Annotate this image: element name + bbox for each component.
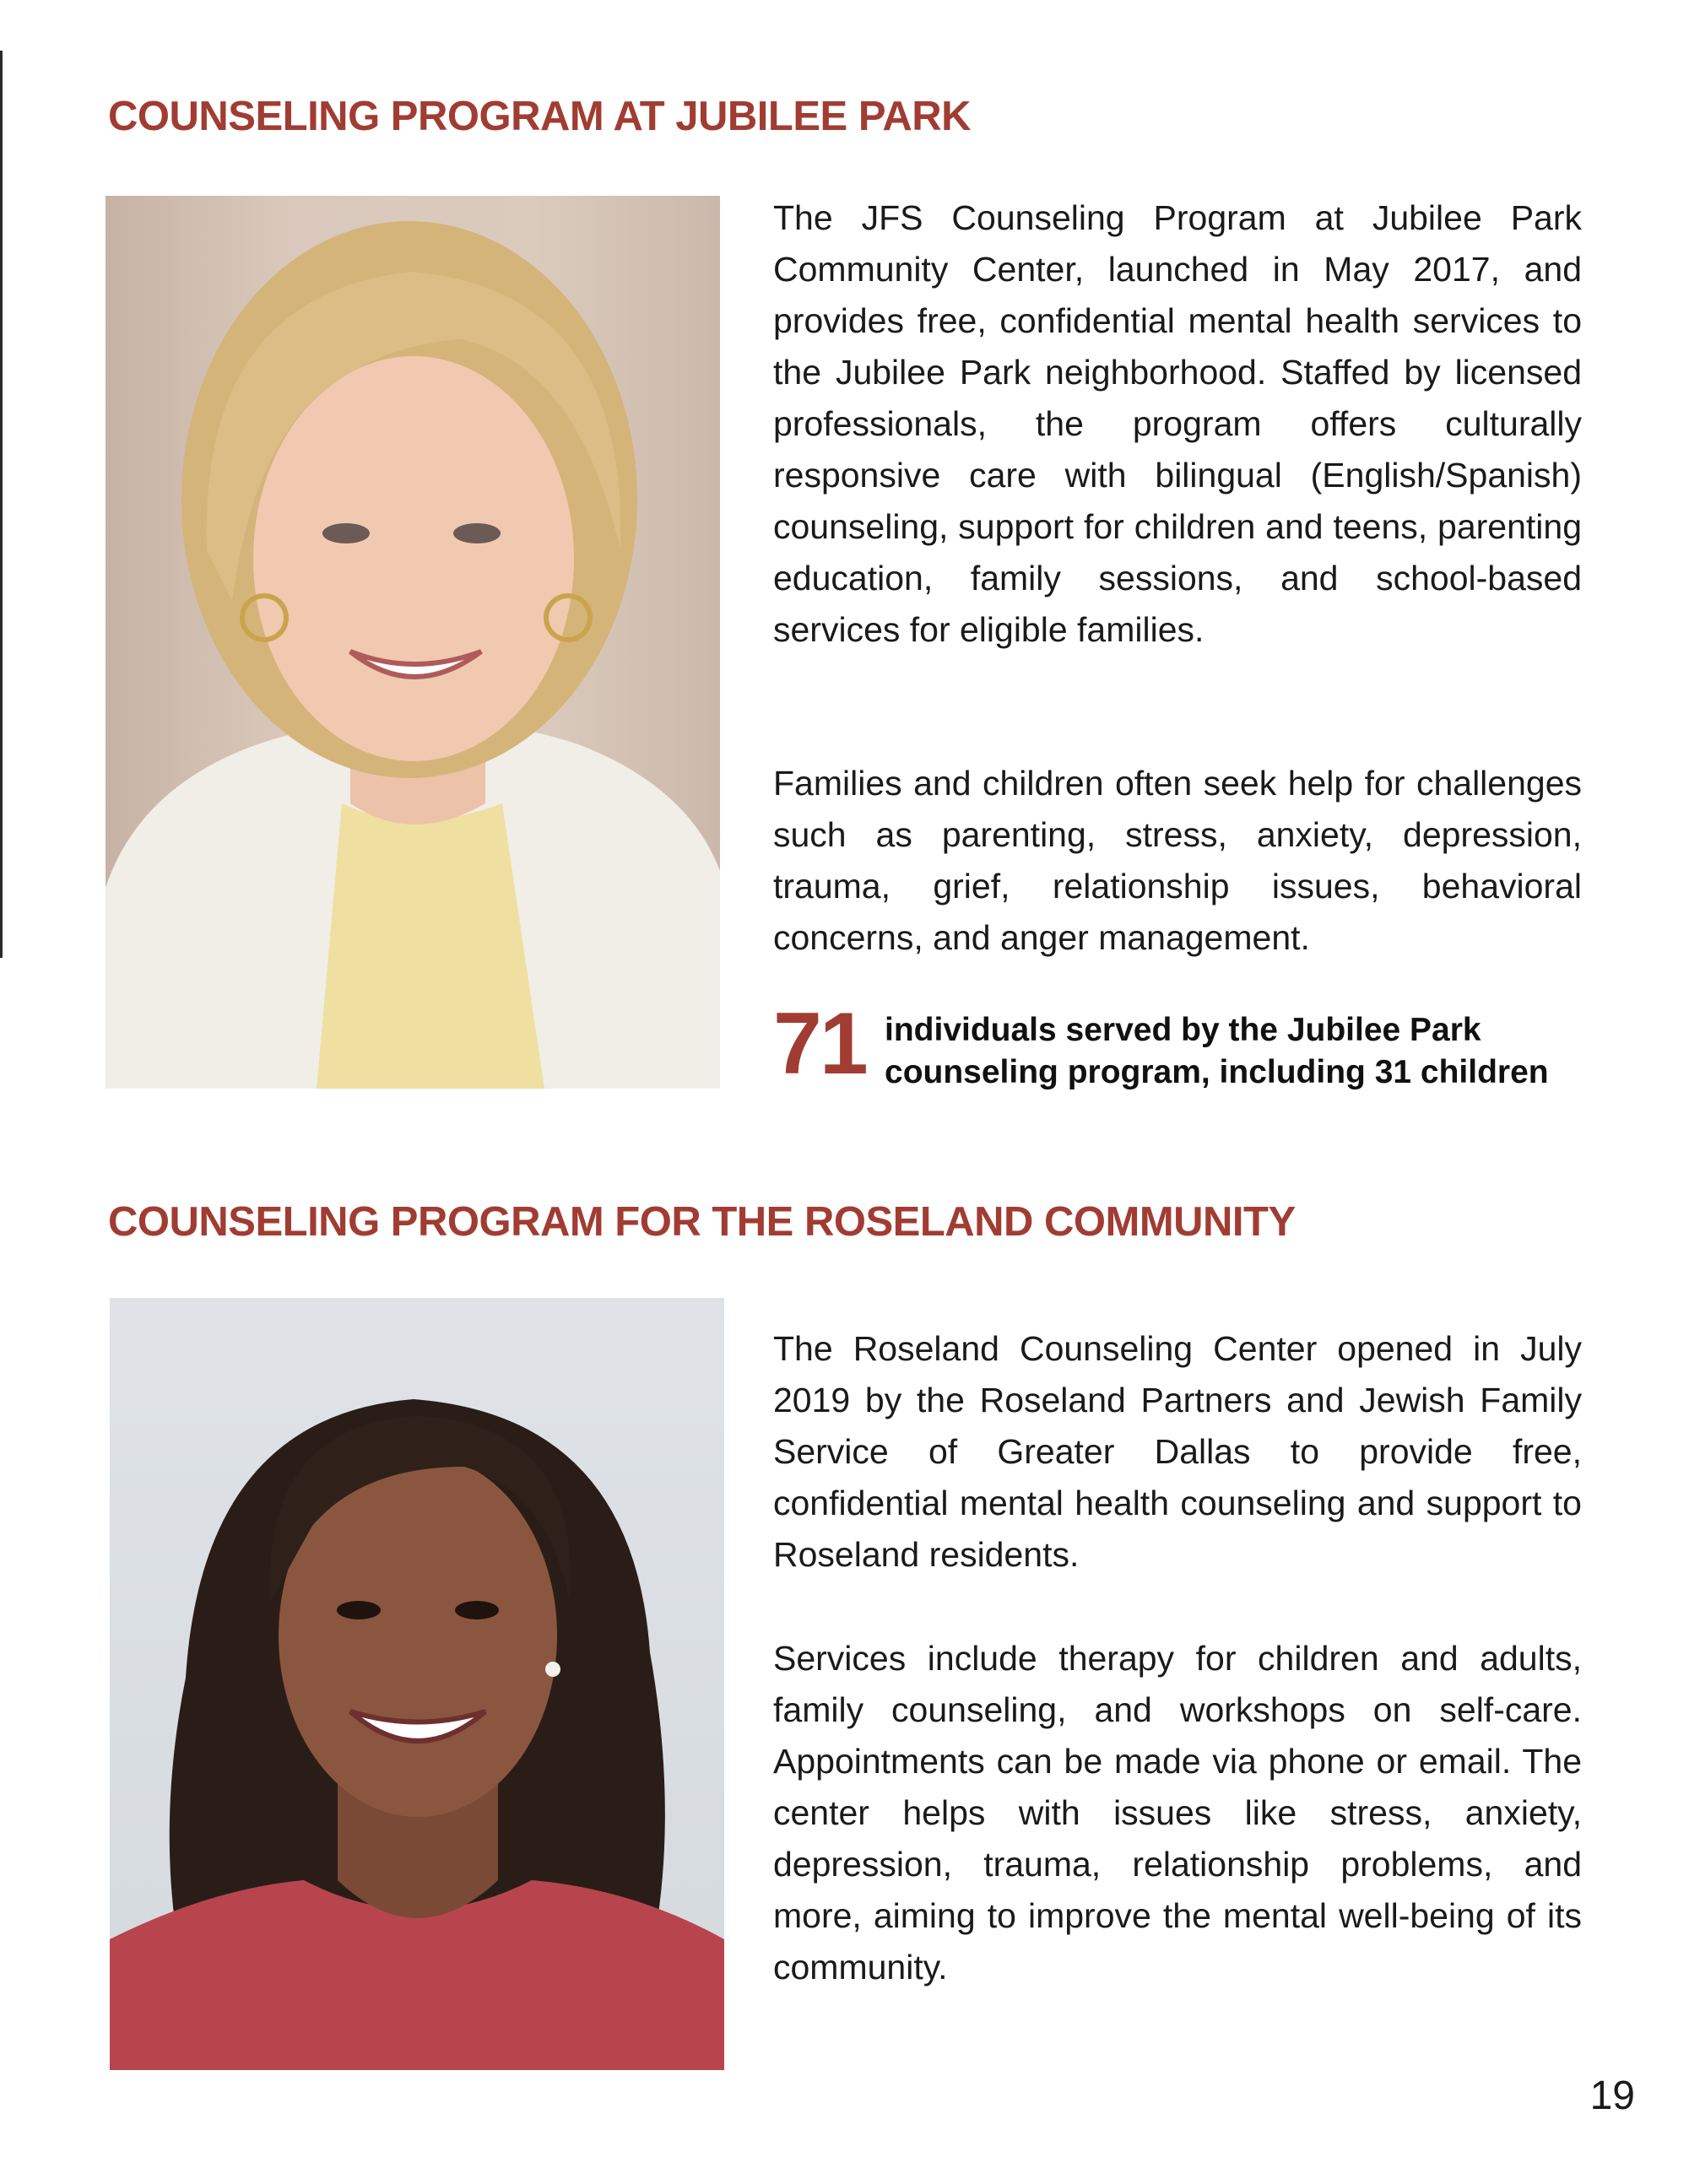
stat-caption-line-1: individuals served by the Jubilee Park bbox=[885, 1012, 1481, 1048]
page-edge-line bbox=[0, 51, 3, 958]
jubilee-park-stat bbox=[773, 995, 1617, 1097]
roseland-description: The Roseland Counseling Center opened in July 2019 by the Roseland Partners and Jewish Family Service of Greater Dallas to provide free, confidential mental health counseling and support to Roseland residents. bbox=[773, 1329, 1582, 1574]
jubilee-park-description: The JFS Counseling Program at Jubilee Park Community Center, launched in May 2017, and provides free, confidential mental health services to the Jubilee Park neighborhood. Staffed by licensed professionals, the program offers culturally responsive care with bilingual (English/Spanish) counseling, support for children and teens, parenting education, family sessions, and school-based services for eligible families. bbox=[773, 198, 1582, 649]
portrait-photo-blonde-woman bbox=[106, 196, 720, 1089]
roseland-services: Services include therapy for children and adults, family counseling, and workshops on self-care. Appointments can be made via phone or email. The center helps with issues like stress, anxiety, depression, trauma, relationship problems, and more, aiming to improve the mental well-being of its community. bbox=[773, 1639, 1582, 1987]
stat-caption bbox=[885, 1009, 1644, 1094]
section-heading-jubilee-park: COUNSELING PROGRAM AT JUBILEE PARK bbox=[108, 94, 972, 139]
page-number: 19 bbox=[1589, 2073, 1635, 2118]
stat-number: 71 bbox=[773, 995, 866, 1093]
section-heading-roseland: COUNSELING PROGRAM FOR THE ROSELAND COMMUNITY bbox=[108, 1199, 1296, 1245]
portrait-photo-dark-haired-woman bbox=[110, 1298, 724, 2070]
jubilee-park-challenges: Families and children often seek help for challenges such as parenting, stress, anxiety, depression, trauma, grief, relationship issues, behavioral concerns, and anger management. bbox=[773, 764, 1582, 957]
stat-caption-line-2: counseling program, including 31 children bbox=[885, 1054, 1549, 1090]
